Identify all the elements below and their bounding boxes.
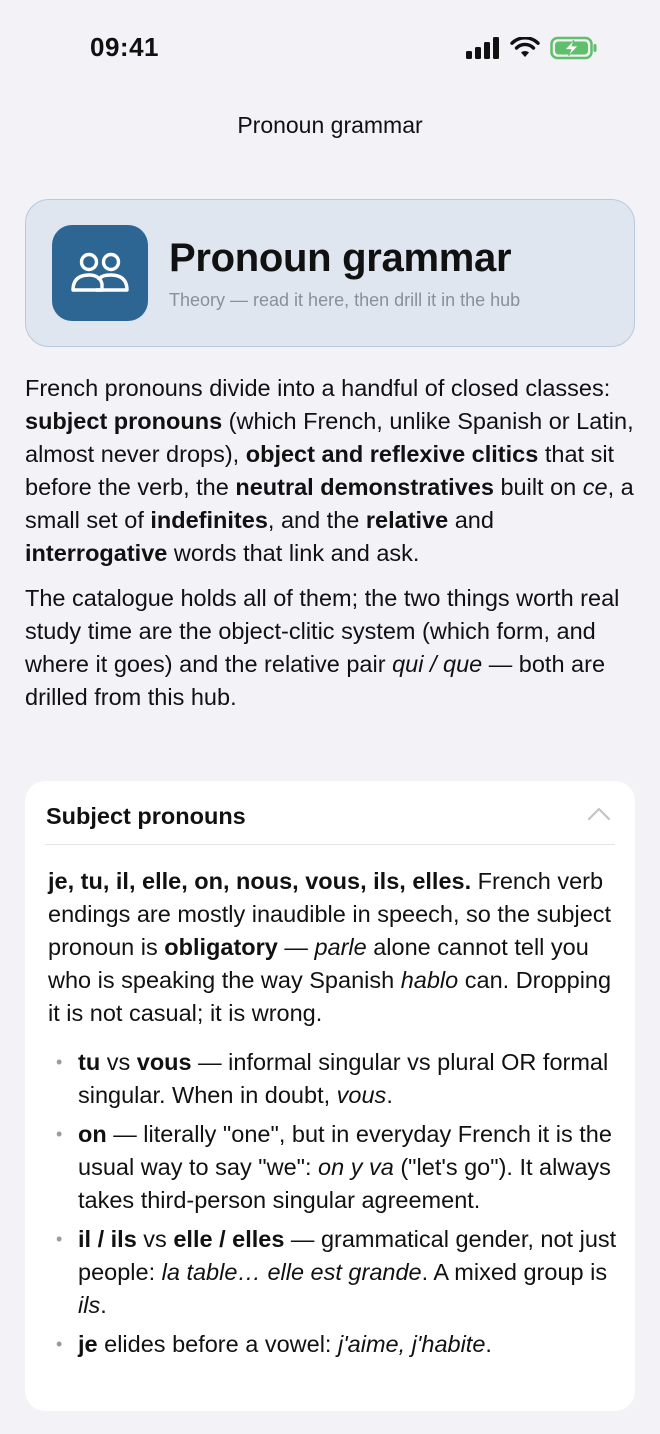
header-subtitle: Theory — read it here, then drill it in the hub xyxy=(169,290,521,310)
chevron-up-icon[interactable] xyxy=(587,807,611,821)
section-paragraph: je, tu, il, elle, on, nous, vous, ils, elles. French verb endings are mostly inaudible in speech, so the subject pronoun is obligatory — parle alone cannot tell you who is speaking the way Spanish hablo can. Dropping it is not casual; it is wrong. xyxy=(48,868,612,1026)
section-card-subject-pronouns xyxy=(25,781,635,1411)
cellular-signal-icon xyxy=(466,37,500,59)
people-icon xyxy=(52,225,148,321)
header-title: Pronoun grammar xyxy=(169,236,512,280)
bullet-item: • je elides before a vowel: j'aime, j'habite. xyxy=(48,1328,618,1361)
battery-charging-icon xyxy=(550,36,598,60)
intro-text xyxy=(25,372,635,726)
bullet-item: • on — literally "one", but in everyday French it is the usual way to say "we": on y va ("let's go"). It always takes third-person singular agreement. xyxy=(48,1118,618,1217)
bullet-item: • tu vs vous — informal singular vs plural OR formal singular. When in doubt, vous. xyxy=(48,1046,618,1112)
header-card xyxy=(25,199,635,347)
section-header[interactable] xyxy=(45,781,615,845)
intro-paragraph-2: The catalogue holds all of them; the two things worth real study time are the object-clitic system (which form, and where it goes) and the relative pair qui / que — both are drilled from this hub. xyxy=(25,585,620,710)
status-time: 09:41 xyxy=(90,32,159,62)
intro-paragraph-1: French pronouns divide into a handful of closed classes: subject pronouns (which French, unlike Spanish or Latin, almost never drops), object and reflexive clitics that sit before the verb, the neutral demonstratives built on ce, a small set of indefinites, and the relative and interrogative words that link and ask. xyxy=(25,375,634,566)
section-body xyxy=(48,865,618,1367)
bullet-list xyxy=(48,1046,618,1361)
status-icons xyxy=(466,36,598,60)
wifi-icon xyxy=(510,37,540,59)
status-bar xyxy=(0,0,660,96)
section-title: Subject pronouns xyxy=(46,803,246,829)
bullet-item: • il / ils vs elle / elles — grammatical gender, not just people: la table… elle est grande. A mixed group is ils. xyxy=(48,1223,618,1322)
nav-title: Pronoun grammar xyxy=(237,112,423,138)
